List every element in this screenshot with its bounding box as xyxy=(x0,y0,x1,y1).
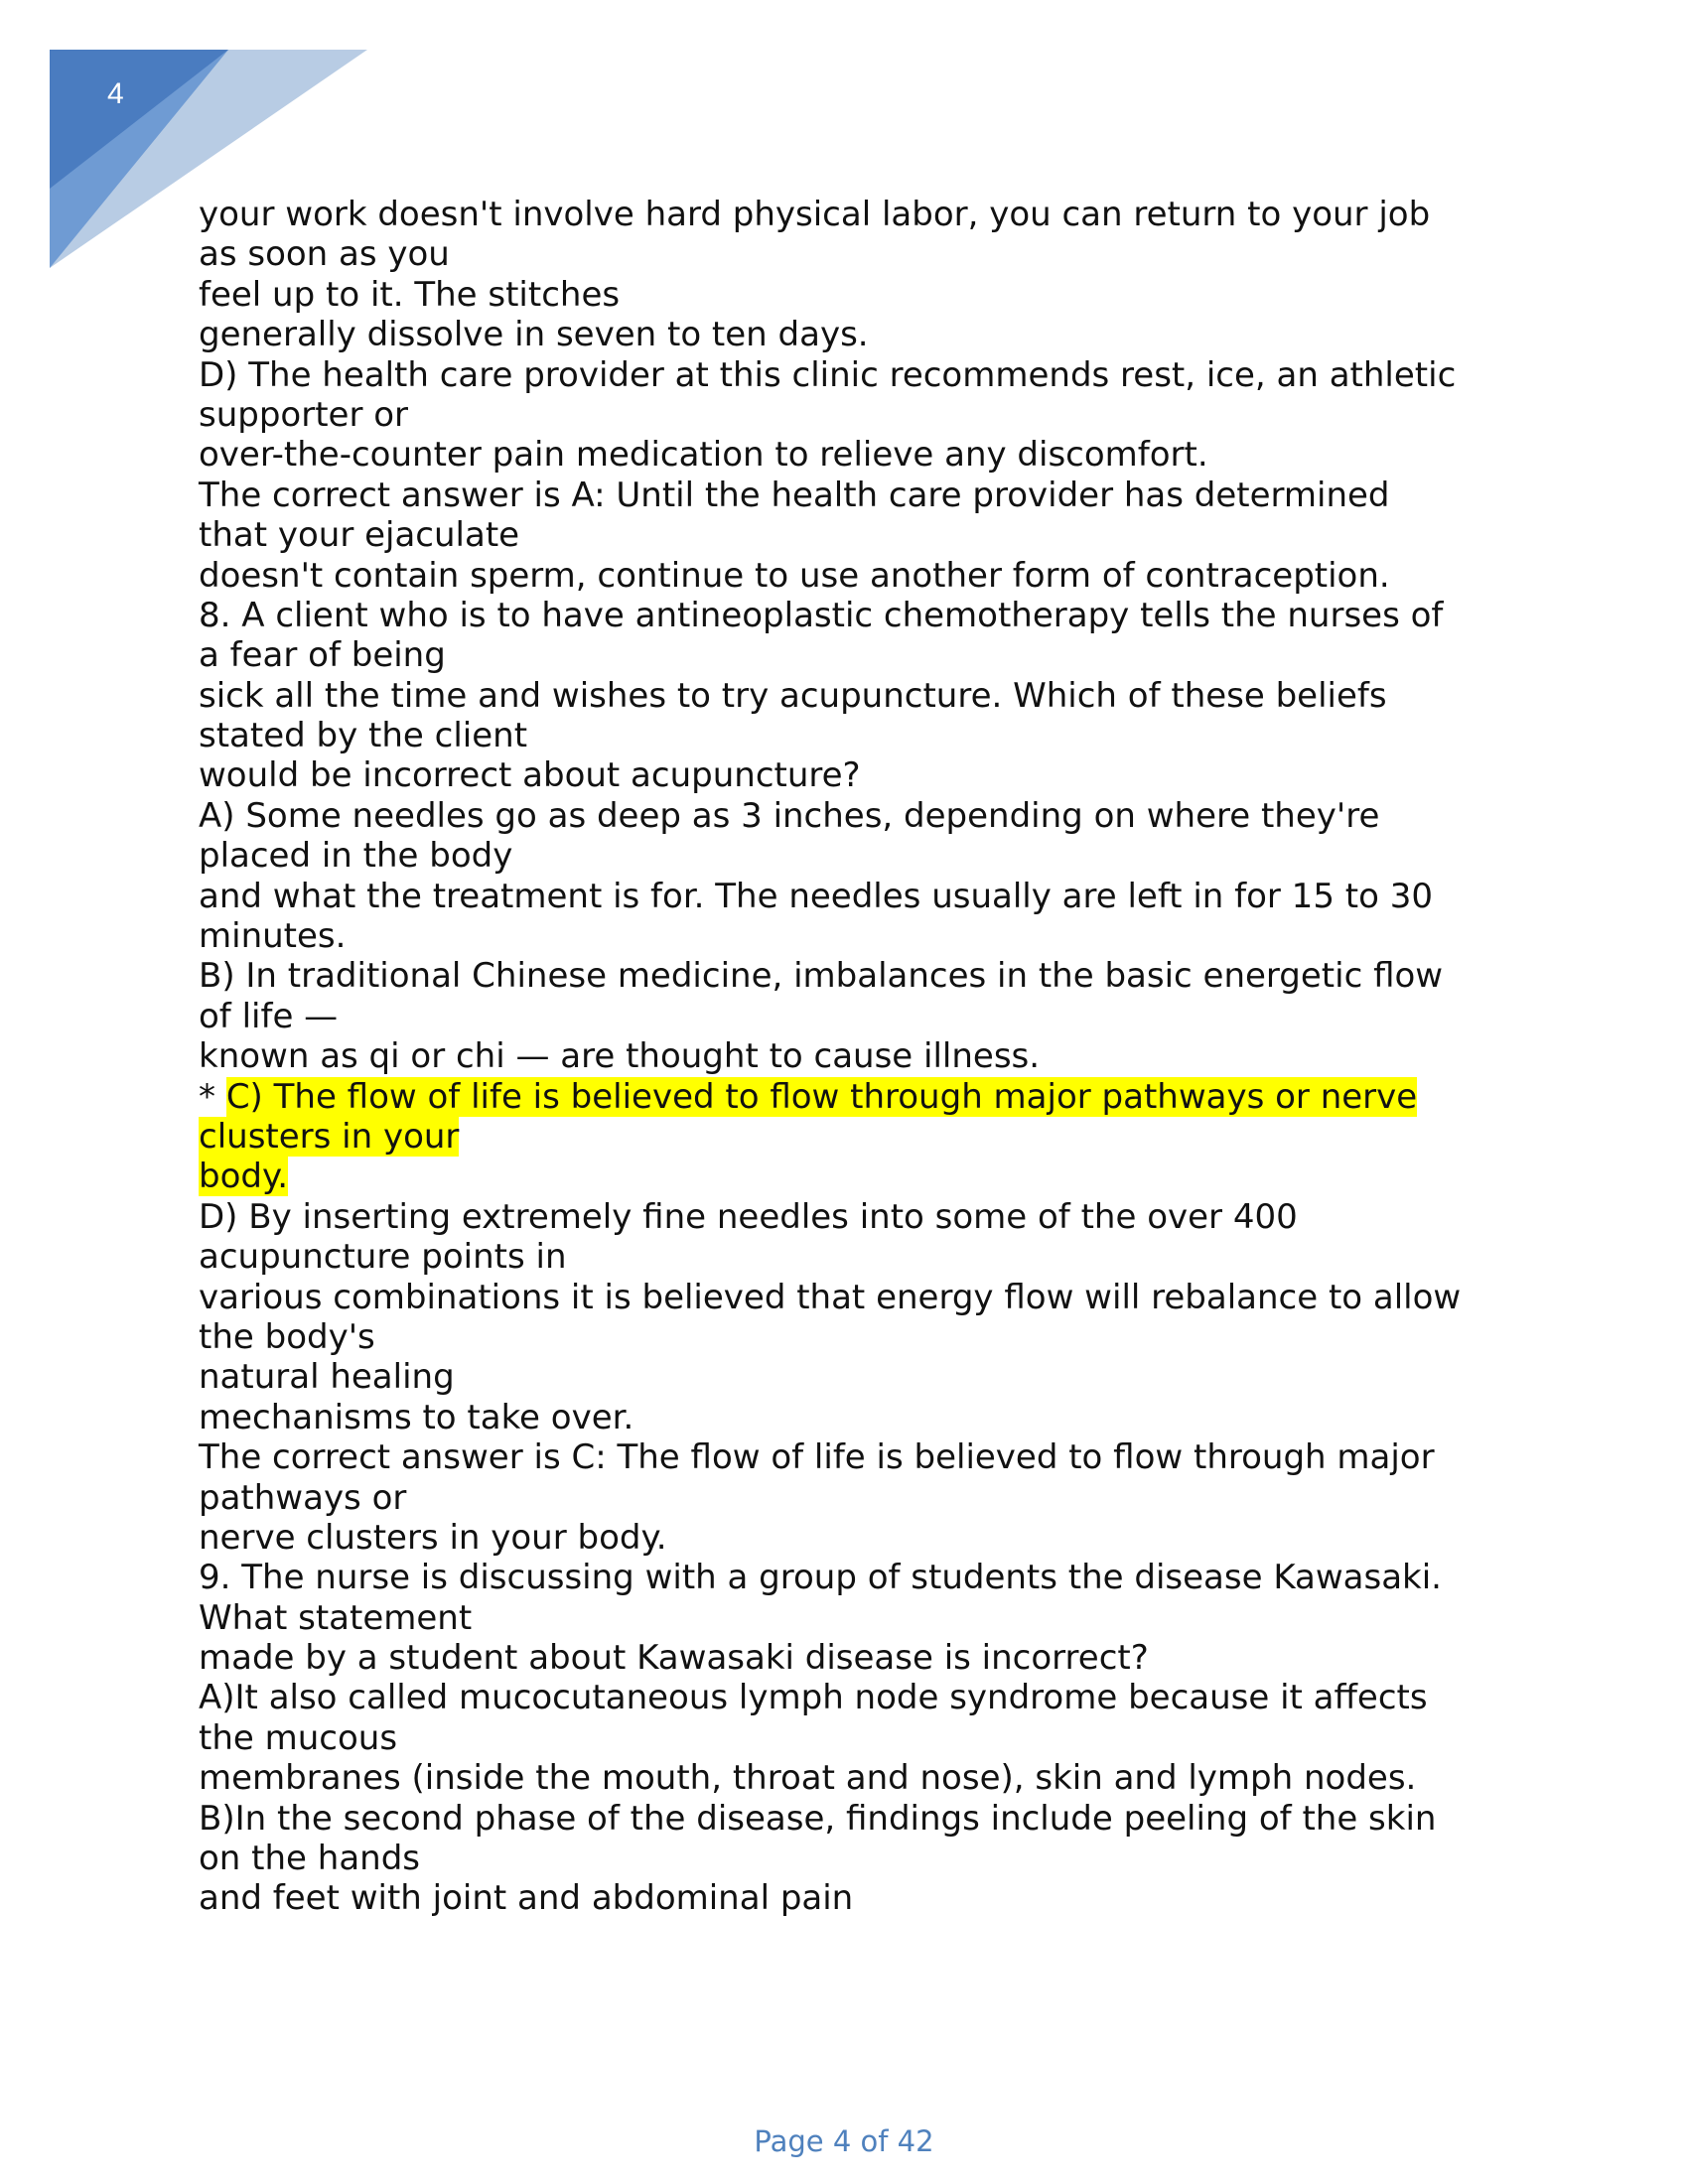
text-line: The correct answer is A: Until the health care provider has determined xyxy=(199,475,1390,515)
text-line: that your ejaculate xyxy=(199,515,520,556)
question-8-stem: 8. A client who is to have antineoplastic chemotherapy tells the nurses of xyxy=(199,595,1444,635)
text-line: acupuncture points in xyxy=(199,1237,567,1278)
answer-option-b: B) In traditional Chinese medicine, imbalances in the basic energetic flow xyxy=(199,956,1444,997)
text-line: the mucous xyxy=(199,1717,398,1758)
text-line: generally dissolve in seven to ten days. xyxy=(199,315,869,355)
highlighted-text: body. xyxy=(199,1157,289,1197)
highlighted-answer-line xyxy=(199,1077,1509,1117)
text-line: natural healing xyxy=(199,1357,455,1398)
answer-option-d: D) By inserting extremely fine needles into some of the over 400 xyxy=(199,1196,1298,1237)
text-line: various combinations it is believed that energy flow will rebalance to allow xyxy=(199,1277,1462,1317)
question-9-stem: 9. The nurse is discussing with a group of students the disease Kawasaki. xyxy=(199,1558,1442,1598)
answer-option-b: B)In the second phase of the disease, findings include peeling of the skin xyxy=(199,1798,1437,1839)
text-line: nerve clusters in your body. xyxy=(199,1517,667,1558)
text-line: mechanisms to take over. xyxy=(199,1397,634,1437)
text-line: sick all the time and wishes to try acupuncture. Which of these beliefs xyxy=(199,675,1387,716)
answer-option-a: A)It also called mucocutaneous lymph node syndrome because it affects xyxy=(199,1678,1428,1718)
text-line: the body's xyxy=(199,1316,375,1357)
text-line: minutes. xyxy=(199,916,347,957)
text-line: as soon as you xyxy=(199,234,450,275)
text-line: known as qi or chi — are thought to cause illness. xyxy=(199,1036,1041,1077)
text-line: D) The health care provider at this clinic recommends rest, ice, an athletic xyxy=(199,354,1457,395)
text-line: pathways or xyxy=(199,1477,407,1518)
correct-answer-statement: The correct answer is C: The flow of life is believed to flow through major xyxy=(199,1437,1435,1478)
text-line: your work doesn't involve hard physical labor, you can return to your job xyxy=(199,195,1431,234)
text-line: would be incorrect about acupuncture? xyxy=(199,755,861,796)
page-number-badge: 4 xyxy=(107,77,124,110)
highlighted-answer-line xyxy=(199,1117,1509,1157)
text-line: of life — xyxy=(199,996,339,1036)
text-line: and feet with joint and abdominal pain xyxy=(199,1878,854,1919)
document-body xyxy=(199,195,1509,1919)
highlighted-answer-c: C) The flow of life is believed to flow through major pathways or nerve xyxy=(225,1076,1418,1117)
text-line: placed in the body xyxy=(199,836,513,877)
text-line: doesn't contain sperm, continue to use another form of contraception. xyxy=(199,555,1390,596)
answer-option-a: A) Some needles go as deep as 3 inches, depending on where they're xyxy=(199,795,1380,836)
text-line: supporter or xyxy=(199,394,409,435)
text-line: membranes (inside the mouth, throat and nose), skin and lymph nodes. xyxy=(199,1758,1417,1799)
text-line: made by a student about Kawasaki disease is incorrect? xyxy=(199,1638,1149,1679)
page-footer: Page 4 of 42 xyxy=(754,2124,934,2158)
answer-marker: * xyxy=(199,1076,226,1117)
text-line: a fear of being xyxy=(199,635,446,676)
highlighted-answer-line xyxy=(199,1157,1509,1196)
text-line: feel up to it. The stitches xyxy=(199,274,621,315)
highlighted-text: clusters in your xyxy=(199,1116,460,1157)
text-line: What statement xyxy=(199,1597,473,1638)
text-line: and what the treatment is for. The needles usually are left in for 15 to 30 xyxy=(199,876,1433,916)
text-line: on the hands xyxy=(199,1839,420,1879)
text-line: over-the-counter pain medication to relieve any discomfort. xyxy=(199,435,1208,476)
text-line: stated by the client xyxy=(199,716,528,756)
